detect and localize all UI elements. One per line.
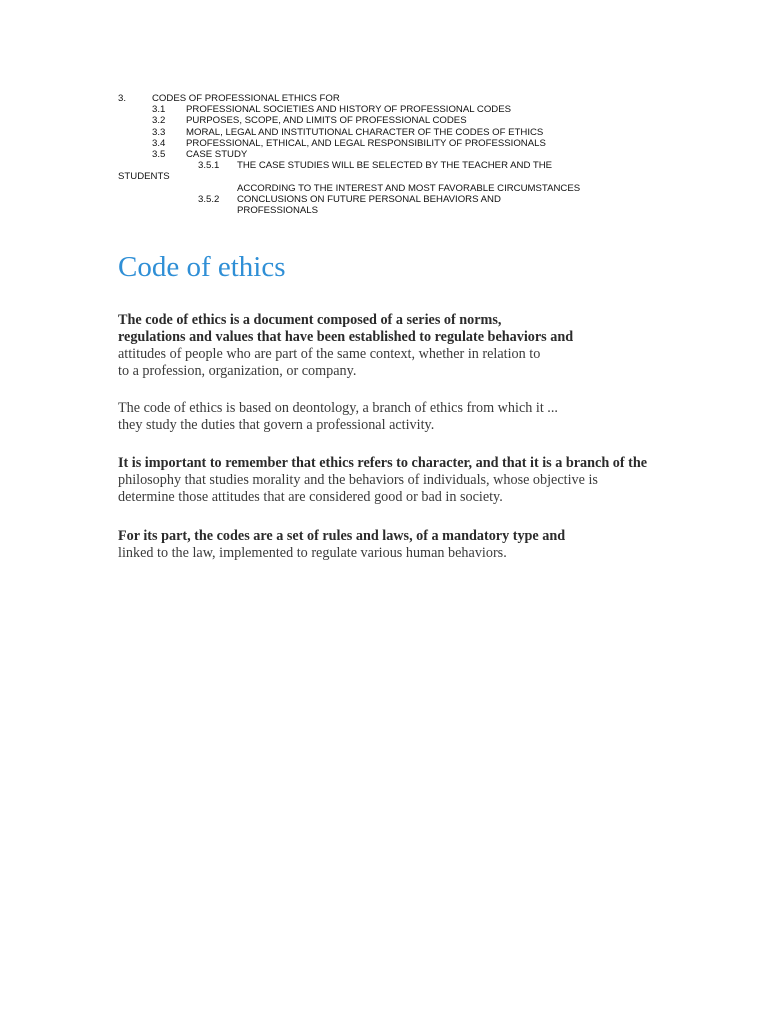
paragraph-line: attitudes of people who are part of the same context, whether in relation to — [118, 345, 541, 362]
outline-item-3-5-2-cont — [118, 205, 658, 216]
paragraph-deontology — [118, 400, 678, 434]
outline-text: PROFESSIONAL, ETHICAL, AND LEGAL RESPONSIBILITY OF PROFESSIONALS — [186, 137, 546, 149]
outline-item-3-5-2 — [118, 194, 658, 205]
paragraph-line: The code of ethics is a document composed of a series of norms, — [118, 312, 502, 328]
paragraph-line: philosophy that studies morality and the behaviors of individuals, whose objective is — [118, 471, 598, 488]
outline-item-3-3 — [118, 127, 658, 138]
paragraph-ethics-character — [118, 455, 678, 506]
paragraph-line: For its part, the codes are a set of rules and laws, of a mandatory type and — [118, 528, 566, 544]
paragraph-codes-rules — [118, 528, 678, 562]
paragraph-line: regulations and values that have been established to regulate behaviors and — [118, 328, 574, 345]
outline-item-3-2 — [118, 115, 658, 126]
outline-text: CODES OF PROFESSIONAL ETHICS FOR — [152, 93, 340, 104]
outline-item-3-4 — [118, 138, 658, 149]
outline-item-3-5-1 — [118, 160, 658, 171]
outline-text: STUDENTS — [118, 171, 170, 183]
outline-number: 3. — [118, 93, 127, 104]
outline-number: 3.4 — [152, 137, 166, 149]
outline-text: CASE STUDY — [186, 148, 248, 160]
paragraph-definition — [118, 312, 678, 380]
outline-number: 3.2 — [152, 115, 166, 127]
outline-text: ACCORDING TO THE INTEREST AND MOST FAVORABLE CIRCUMSTANCES — [237, 182, 581, 194]
outline-text: PROFESSIONAL SOCIETIES AND HISTORY OF PROFESSIONAL CODES — [186, 104, 512, 116]
paragraph-line: linked to the law, implemented to regulate various human behaviors. — [118, 544, 507, 561]
paragraph-line: The code of ethics is based on deontology, a branch of ethics from which it ... — [118, 400, 558, 416]
section-heading: Code of ethics — [118, 251, 286, 283]
paragraph-line: to a profession, organization, or company. — [118, 362, 357, 379]
outline-item-3 — [118, 93, 658, 104]
outline-item-3-5-1-cont — [118, 183, 658, 194]
paragraph-line: It is important to remember that ethics refers to character, and that it is a branch of the — [118, 455, 648, 471]
course-outline — [118, 93, 658, 216]
outline-number: 3.5 — [152, 148, 166, 160]
outline-number: 3.1 — [152, 104, 166, 116]
outline-text: CONCLUSIONS ON FUTURE PERSONAL BEHAVIORS AND — [237, 193, 501, 205]
outline-item-3-5 — [118, 149, 658, 160]
outline-number: 3.3 — [152, 126, 166, 138]
outline-number: 3.5.1 — [198, 160, 220, 172]
outline-text: THE CASE STUDIES WILL BE SELECTED BY THE TEACHER AND THE — [237, 160, 553, 172]
outline-item-3-1 — [118, 104, 658, 115]
outline-text: PURPOSES, SCOPE, AND LIMITS OF PROFESSIONAL CODES — [186, 115, 467, 127]
outline-item-3-5-1-wrap — [118, 171, 658, 182]
outline-text: MORAL, LEGAL AND INSTITUTIONAL CHARACTER OF THE CODES OF ETHICS — [186, 126, 544, 138]
outline-text: PROFESSIONALS — [237, 204, 319, 216]
outline-number: 3.5.2 — [198, 193, 220, 205]
paragraph-line: they study the duties that govern a professional activity. — [118, 416, 435, 433]
paragraph-line: determine those attitudes that are considered good or bad in society. — [118, 488, 503, 505]
